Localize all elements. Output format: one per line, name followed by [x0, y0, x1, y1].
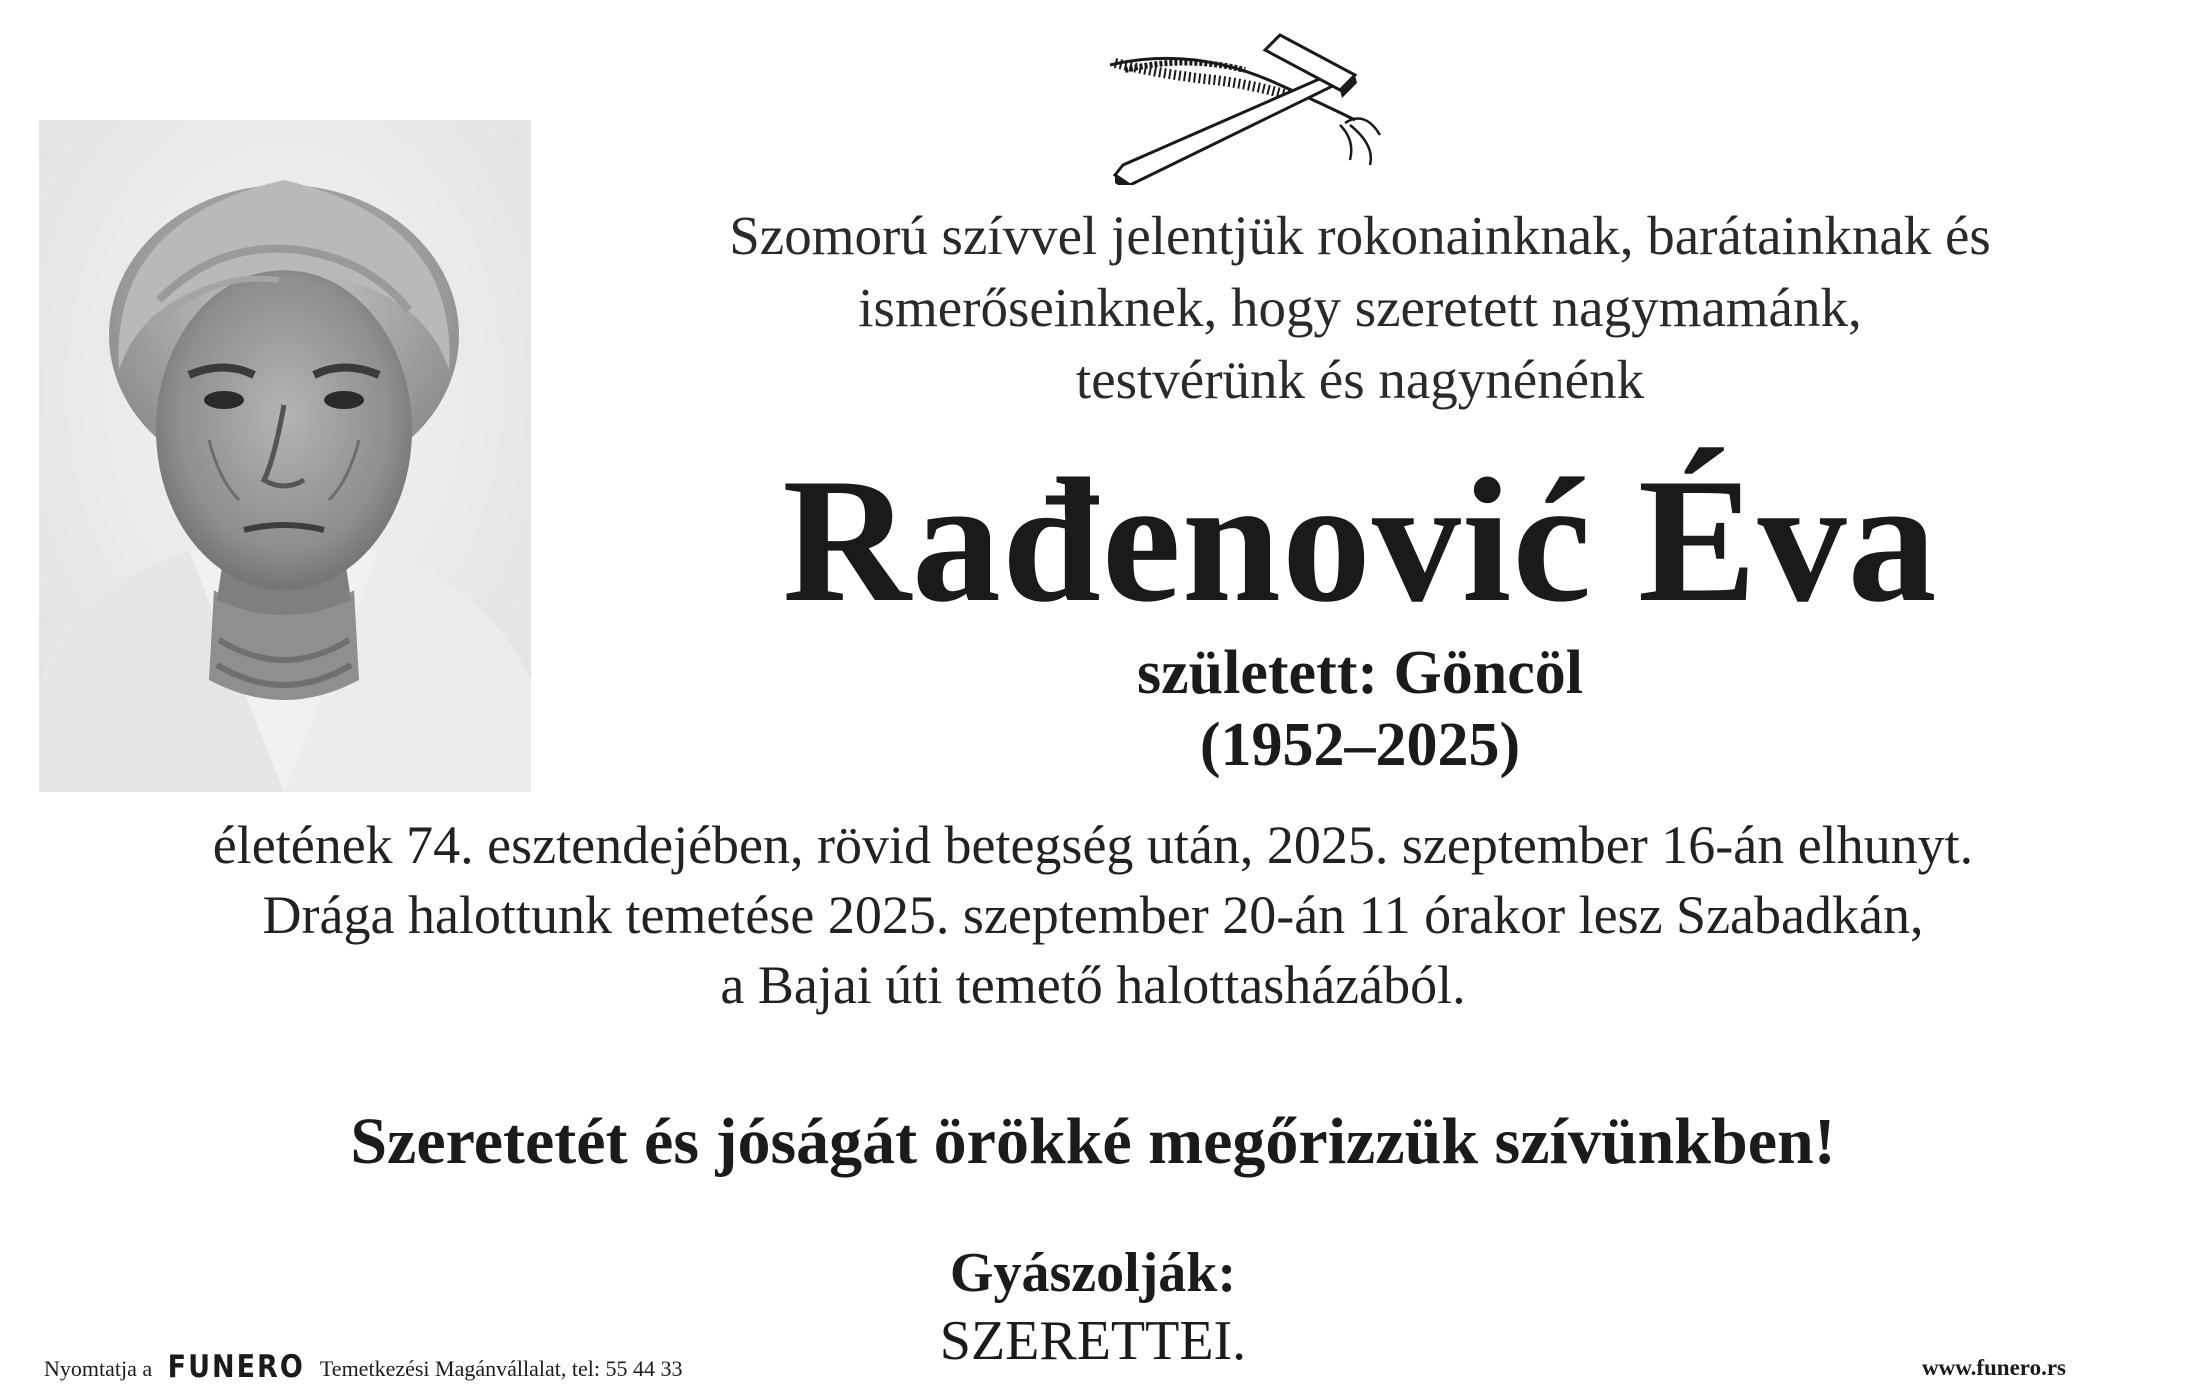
intro-line-2: ismerőseinknek, hogy szeretett nagymamánk, [858, 277, 1862, 338]
deceased-name: Rađenović Éva [782, 441, 1938, 639]
announcement-line-1: életének 74. esztendejében, rövid betegség után, 2025. szeptember 16-án elhunyt. [212, 815, 1974, 875]
intro-line-1: Szomorú szívvel jelentjük rokonainknak, barátainknak és [729, 205, 1991, 266]
life-dates: (1952–2025) [1199, 711, 1521, 779]
intro-text [560, 200, 2160, 416]
mourners-label: Gyászolják: [949, 1242, 1237, 1304]
footer-printer-info [44, 1349, 683, 1385]
cross-with-palm-icon [1105, 25, 1405, 185]
announcement-line-3: a Bajai úti temető halottasházából. [720, 955, 1466, 1015]
memorial-motto: Szeretetét és jóságát örökké megőrizzük szívünkben! [350, 1105, 1836, 1178]
footer-printed-by: Nyomtatja a [44, 1356, 153, 1381]
intro-line-3: testvérünk és nagynénénk [1075, 349, 1645, 410]
mourners-value: SZERETTEI. [939, 1310, 1247, 1372]
announcement-text [0, 810, 2186, 1020]
announcement-line-2: Drága halottunk temetése 2025. szeptember 20-án 11 órakor lesz Szabadkán, [262, 885, 1924, 945]
maiden-name: született: Göncöl [1137, 639, 1583, 707]
portrait-photo [39, 120, 531, 792]
footer-company: Temetkezési Magánvállalat, tel: 55 44 33 [319, 1356, 683, 1381]
footer-website[interactable]: www.funero.rs [1922, 1355, 2066, 1380]
funero-logo: FUNERO [167, 1349, 305, 1385]
